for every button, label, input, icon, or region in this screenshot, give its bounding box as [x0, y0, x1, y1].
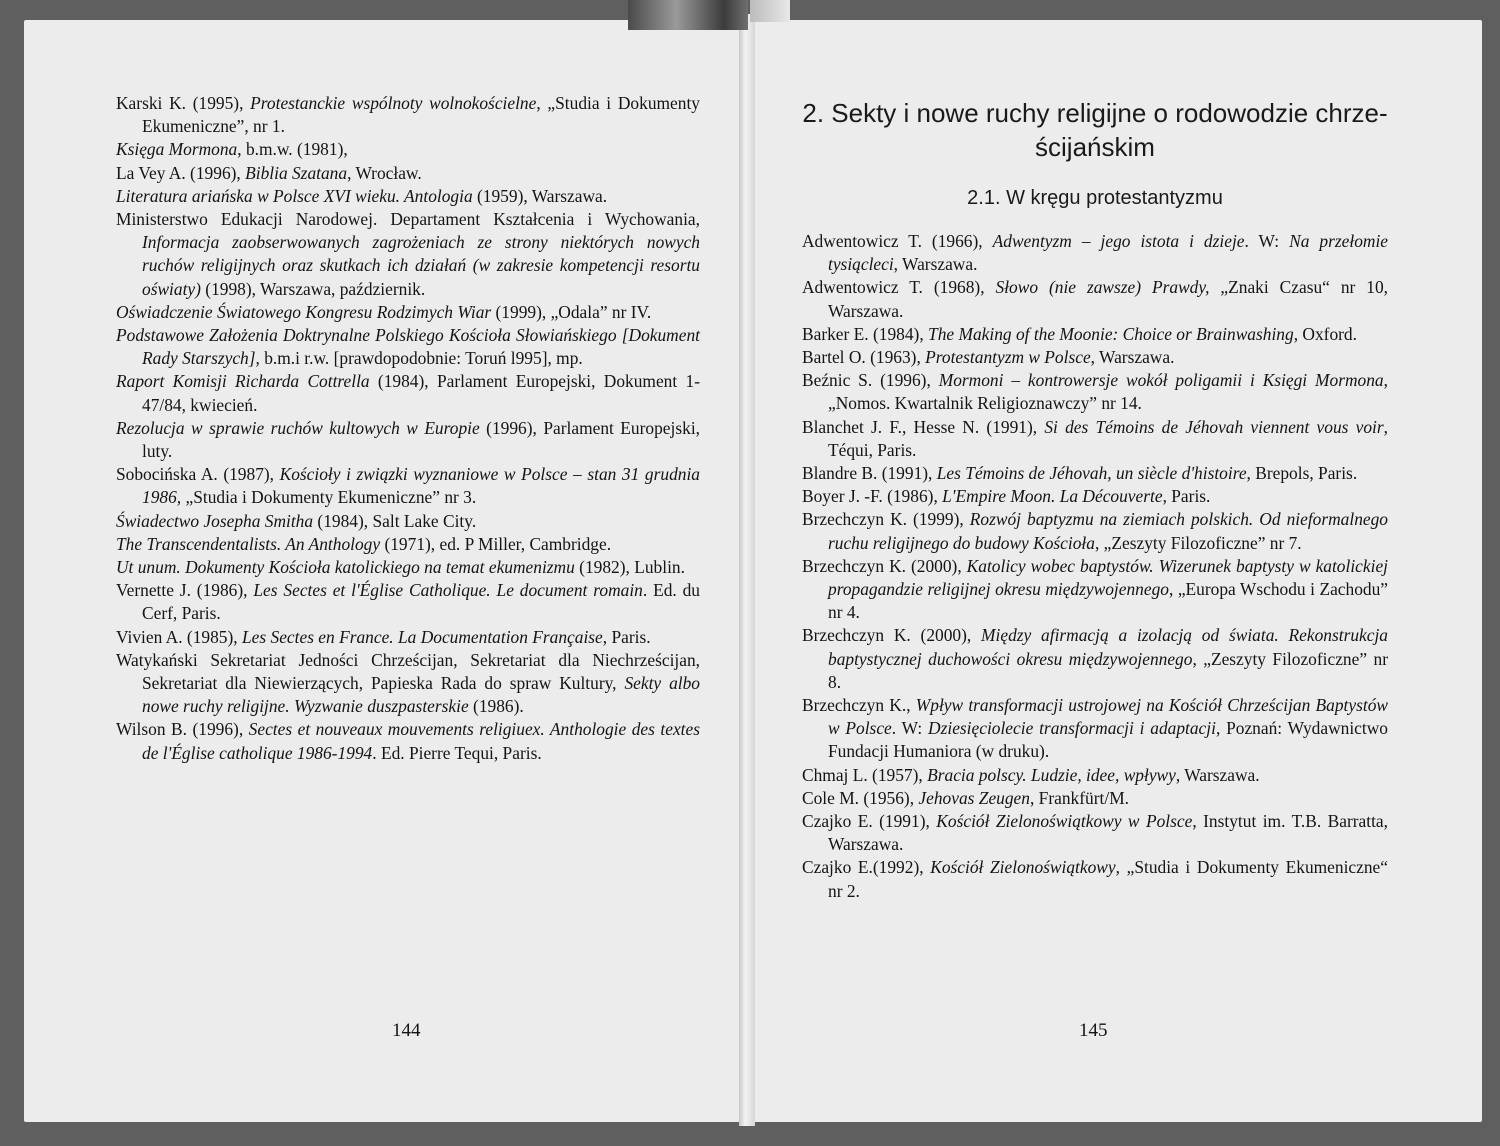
entry-title-text: Ut unum. Dokumenty Kościoła katolickiego na temat ekumenizmu	[116, 557, 575, 578]
entry-title-text: Kościół Zielonoświątkowy	[930, 857, 1116, 878]
entry-text: , Brepols, Paris.	[1246, 463, 1358, 484]
entry-text: , „Zeszyty Filozoficzne” nr 8.	[828, 648, 1388, 692]
entry-title-text: Księga Mormona	[116, 139, 238, 160]
entry-text: , b.m.w. (1981),	[237, 139, 348, 160]
bibliography-entry	[116, 510, 700, 533]
chapter-title: 2. Sekty i nowe ruchy religijne o rodowodzie chrze- ścijańskim	[802, 98, 1388, 162]
entry-text: (1996), Parlament Europejski, luty.	[142, 417, 701, 462]
entry-text: Brzechczyn K. (2000),	[802, 625, 982, 646]
entry-text: , Wrocław.	[347, 162, 422, 183]
bibliography-entry	[802, 508, 1388, 554]
entry-text: Sobocińska A. (1987),	[116, 464, 280, 485]
bibliography-entry	[802, 856, 1388, 902]
bibliography-entry	[802, 624, 1388, 694]
entry-text: , Warszawa.	[1090, 347, 1175, 368]
bibliography-entry	[802, 346, 1388, 369]
entry-text: Beźnic S. (1996),	[802, 370, 939, 391]
bibliography-entry	[116, 92, 700, 138]
bibliography-entry	[802, 416, 1388, 462]
entry-title-text: Katolicy wobec baptystów. Wizerunek baptysty w katolickiej propagandzie religijnej okresu międzywojennego	[828, 555, 1388, 600]
entry-title-text: The Making of the Moonie: Choice or Brainwashing	[928, 323, 1294, 344]
bibliography-entry	[802, 230, 1388, 276]
bibliography-entry	[802, 369, 1388, 415]
entry-text: , „Studia i Dokumenty Ekumeniczne“ nr 2.	[828, 857, 1388, 901]
entry-text: Blandre B. (1991),	[802, 463, 937, 484]
entry-title-text: Rezolucja w sprawie ruchów kultowych w Europie	[116, 417, 480, 438]
entry-title-text: Les Sectes et l'Église Catholique. Le document romain	[253, 580, 643, 601]
bibliography-entry	[116, 324, 700, 370]
bibliography-entry	[116, 718, 700, 764]
entry-title-text: Sekty albo nowe ruchy religijne. Wyzwanie duszpasterskie	[142, 673, 701, 717]
bibliography-entry	[116, 463, 700, 509]
entry-text: . Ed. Pierre Tequi, Paris.	[372, 742, 542, 763]
entry-text: Adwentowicz T. (1966),	[802, 231, 993, 251]
entry-text: Barker E. (1984),	[802, 323, 929, 344]
entry-text: Brzechczyn K. (1999),	[802, 509, 970, 530]
entry-text: Cole M. (1956),	[802, 787, 919, 808]
section-title: 2.1. W kręgu protestantyzmu	[967, 187, 1223, 209]
entry-text: Vivien A. (1985),	[116, 626, 242, 647]
page-number-right: 145	[1079, 1020, 1108, 1041]
entry-text: . W:	[891, 718, 929, 739]
entry-title-text: Sectes et nouveaux mouvements religiuex. Anthologie des textes de l'Église catholique 1986-1994	[142, 719, 700, 763]
entry-text: , „Nomos. Kwartalnik Religioznawczy” nr 14.	[828, 370, 1388, 414]
bibliography-entry	[116, 301, 700, 324]
entry-title-text: Oświadczenie Światowego Kongresu Rodzimych Wiar	[116, 301, 492, 322]
bibliography-entry	[802, 485, 1388, 508]
entry-text: Adwentowicz T. (1968),	[802, 277, 996, 298]
entry-title-text: Rozwój baptyzmu na ziemiach polskich. Od nieformalnego ruchu religijnego do budowy Kościoła	[828, 509, 1389, 553]
entry-title-text: Protestantyzm w Polsce	[925, 347, 1091, 368]
entry-title-text: Literatura ariańska w Polsce XVI wieku. Antologia	[116, 185, 473, 206]
entry-text: Czajko E. (1991),	[802, 811, 937, 832]
entry-title-text: Kościoły i związki wyznaniowe w Polsce – stan 31 grudnia 1986,	[142, 464, 700, 508]
entry-text: (1986).	[468, 696, 524, 717]
entry-text: , Paris.	[1162, 486, 1211, 507]
entry-text: b.m.i r.w. [prawdopodobnie: Toruń l995], mp.	[259, 348, 583, 369]
entry-text: (1999), „Odala” nr IV.	[491, 301, 652, 322]
entry-title-text: Świadectwo Josepha Smitha	[116, 510, 314, 531]
entry-text: (1982), Lublin.	[574, 557, 685, 578]
entry-text: , Téqui, Paris.	[828, 416, 1388, 460]
bibliography-list-left	[116, 92, 700, 765]
entry-text: , Warszawa.	[1175, 764, 1260, 785]
entry-text: , Paris.	[602, 626, 651, 647]
bibliography-entry	[802, 276, 1388, 322]
entry-text: La Vey A. (1996),	[116, 162, 246, 183]
bibliography-entry	[116, 626, 700, 649]
bibliography-entry	[802, 462, 1388, 485]
bibliography-list-right	[802, 230, 1388, 903]
entry-title-text: Na przełomie tysiącleci	[828, 231, 1388, 275]
page-number-left: 144	[392, 1020, 421, 1041]
bibliography-entry	[802, 694, 1388, 764]
entry-text: „Znaki Czasu“ nr 10, Warszawa.	[828, 277, 1388, 321]
book-spine	[739, 14, 755, 1126]
entry-text: Bartel O. (1963),	[802, 347, 926, 368]
entry-text: , Oxford.	[1293, 323, 1357, 344]
entry-text: , Warszawa.	[893, 254, 978, 275]
entry-text: (1959), Warszawa.	[472, 185, 608, 206]
entry-title-text: Między afirmacją a izolacją od świata. Rekonstrukcja baptystycznej duchowości okresu międzywojennego	[828, 625, 1388, 669]
entry-title-text: Bracia polscy. Ludzie, idee, wpływy	[927, 764, 1176, 785]
bibliography-entry	[116, 533, 700, 556]
entry-text: Karski K. (1995),	[116, 93, 251, 113]
bibliography-entry	[116, 185, 700, 208]
bibliography-entry	[802, 764, 1388, 787]
entry-text: Czajko E.(1992),	[802, 857, 931, 878]
entry-title-text: Mormoni – kontrowersje wokół poligamii i Księgi Mormona	[938, 370, 1384, 391]
entry-title-text: Biblia Szatana	[245, 162, 348, 183]
bibliography-entry	[116, 162, 700, 185]
bibliography-entry	[802, 787, 1388, 810]
entry-text: . Ed. du Cerf, Paris.	[142, 580, 700, 624]
bibliography-entry	[802, 810, 1388, 856]
bibliography-entry	[116, 649, 700, 719]
entry-text: Vernette J. (1986),	[116, 580, 254, 601]
entry-text: Blanchet J. F., Hesse N. (1991),	[802, 416, 1045, 437]
entry-text: (1984), Parlament Europejski, Dokument 1-47/84, kwiecień.	[142, 371, 700, 415]
entry-title-text: Informacja zaobserwowanych zagrożeniach ze strony niektórych nowych ruchów religijnych oraz skutkach ich działań (w zakresie kompetencji resortu oświaty)	[142, 232, 700, 299]
bibliography-entry	[116, 208, 700, 301]
bibliography-entry	[802, 555, 1388, 625]
binding-edge-right	[750, 0, 790, 22]
bibliography-entry	[116, 579, 700, 625]
bibliography-entry	[116, 556, 700, 579]
entry-title-text: Raport Komisji Richarda Cottrella	[116, 371, 370, 392]
entry-title-text: Protestanckie wspólnoty wolnokościelne	[250, 93, 537, 113]
entry-title-text: Si des Témoins de Jéhovah viennent vous voir	[1044, 416, 1384, 437]
entry-text: , „Zeszyty Filozoficzne” nr 7.	[1094, 532, 1302, 553]
entry-title-text: The Transcendentalists. An Anthology	[116, 533, 381, 554]
binding-edge	[628, 0, 748, 30]
entry-text: Chmaj L. (1957),	[802, 764, 928, 785]
bibliography-entry	[802, 323, 1388, 346]
entry-text: . W:	[1244, 231, 1290, 251]
entry-text: Boyer J. -F. (1986),	[802, 486, 943, 507]
entry-title-text: Jehovas Zeugen	[918, 787, 1030, 808]
entry-text: „Studia i Dokumenty Ekumeniczne” nr 3.	[185, 487, 477, 508]
entry-title-text: Les Témoins de Jéhovah, un siècle d'histoire	[936, 463, 1247, 484]
entry-title-text: Les Sectes en France. La Documentation Française	[242, 626, 603, 647]
entry-text: (1971), ed. P Miller, Cambridge.	[380, 533, 612, 554]
entry-text: (1998), Warszawa, październik.	[200, 278, 426, 299]
entry-text: , „Studia i Dokumenty Ekumeniczne”, nr 1.	[142, 93, 700, 137]
bibliography-entry	[116, 370, 700, 416]
entry-title-text: Wpływ transformacji ustrojowej na Kościół Chrześcijan Baptystów w Polsce	[828, 695, 1388, 739]
entry-text: , Frankfürt/M.	[1029, 787, 1130, 808]
entry-title-text: Słowo (nie zawsze) Prawdy,	[995, 277, 1210, 298]
entry-text: , „Europa Wschodu i Zachodu” nr 4.	[828, 579, 1389, 623]
entry-text: Brzechczyn K.,	[802, 695, 916, 716]
entry-title-text: L'Empire Moon. La Découverte	[942, 486, 1163, 507]
bibliography-entry	[116, 138, 700, 161]
entry-text: , Instytut im. T.B. Barratta, Warszawa.	[828, 811, 1388, 855]
entry-title-text: Kościół Zielonoświątkowy w Polsce	[936, 811, 1193, 832]
entry-text: Brzechczyn K. (2000),	[802, 555, 967, 576]
entry-text: Wilson B. (1996),	[116, 719, 249, 740]
entry-title-text: Dziesięciolecie transformacji i adaptacji	[928, 718, 1216, 739]
entry-text: (1984), Salt Lake City.	[313, 510, 477, 531]
entry-text: , Poznań: Wydawnictwo Fundacji Humaniora (w druku).	[828, 718, 1388, 762]
entry-title-text: Podstawowe Założenia Doktrynalne Polskiego Kościoła Słowiańskiego [Dokument Rady Starszych],	[116, 325, 700, 369]
entry-title-text: Adwentyzm – jego istota i dzieje	[992, 231, 1245, 251]
bibliography-entry	[116, 417, 700, 463]
entry-text: Watykański Sekretariat Jedności Chrześcijan, Sekretariat dla Niechrześcijan, Sekretariat dla Niewierzących, Papieska Rada do spraw Kultury,	[116, 649, 700, 694]
entry-text: Ministerstwo Edukacji Narodowej. Departament Kształcenia i Wychowania,	[116, 209, 700, 230]
